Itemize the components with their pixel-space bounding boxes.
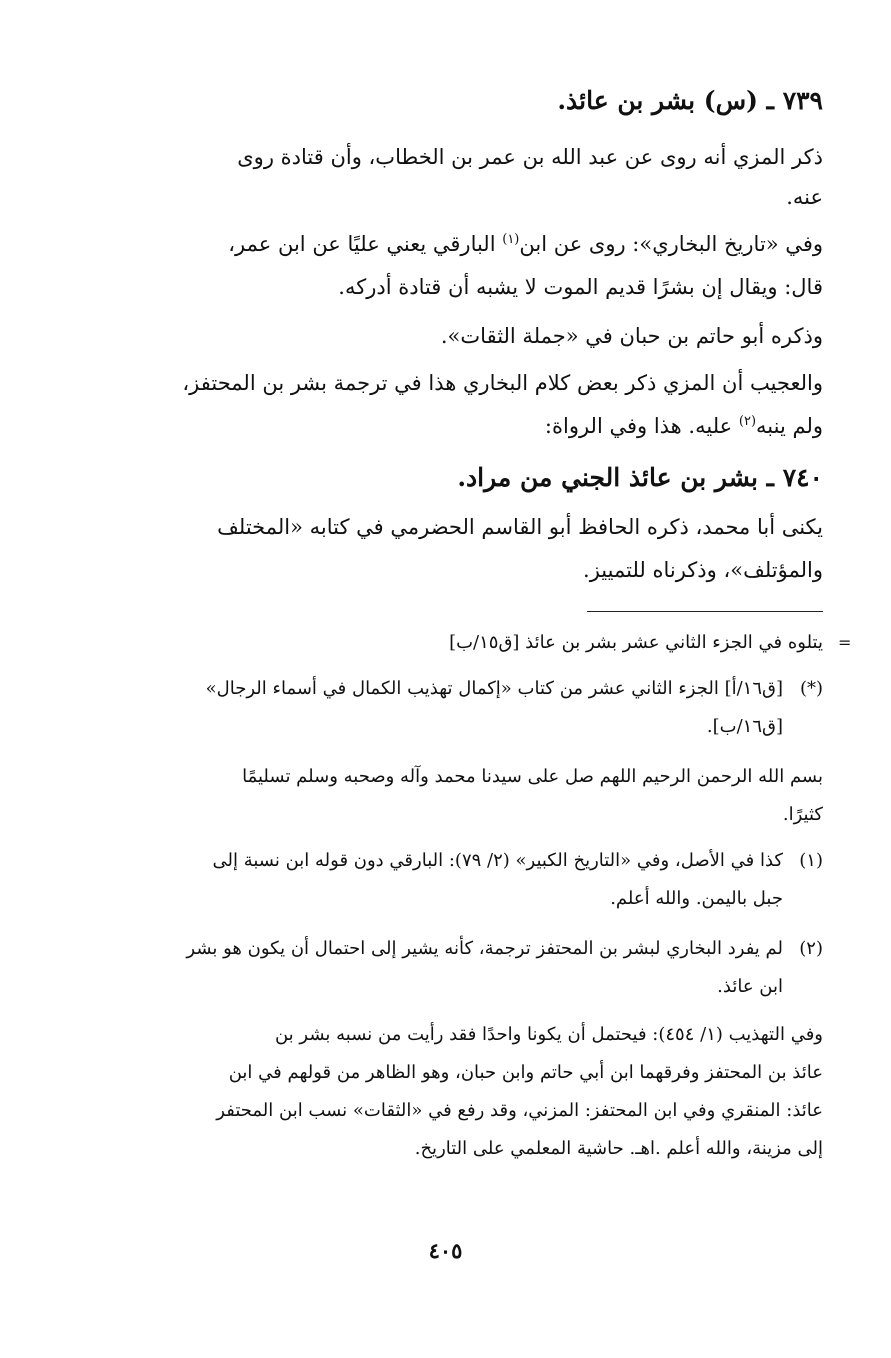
text-line: جبل باليمن. والله أعلم. xyxy=(610,888,783,909)
footnote-ref-2[interactable]: (٢) xyxy=(738,414,757,429)
text-line: وذكره أبو حاتم بن حبان في «جملة الثقات». xyxy=(440,324,823,348)
footnote-marker-1: (١) xyxy=(799,850,823,871)
text-segment: ولم ينبه xyxy=(756,414,823,438)
footnote-separator xyxy=(587,611,823,612)
text-line: كذا في الأصل، وفي «التاريخ الكبير» (٢/ ٧٩): البارقي دون قوله ابن نسبة إلى xyxy=(212,850,783,871)
footnote-2-continued xyxy=(123,1016,823,1168)
footnote-1 xyxy=(131,842,783,918)
text-line: إلى مزينة، والله أعلم .اهـ. حاشية المعلمي على التاريخ. xyxy=(414,1138,823,1159)
paragraph-739-4 xyxy=(127,362,823,448)
paragraph-739-1 xyxy=(127,136,823,215)
text-line: [ق١٦/ب]. xyxy=(706,716,783,737)
footnote-star xyxy=(131,670,783,746)
text-line: يكنى أبا محمد، ذكره الحافظ أبو القاسم الحضرمي في كتابه «المختلف xyxy=(217,515,823,539)
basmala-note xyxy=(123,758,823,834)
text-line: والعجيب أن المزي ذكر بعض كلام البخاري هذا في ترجمة بشر بن المحتفز، xyxy=(182,371,823,395)
text-line: كثيرًا. xyxy=(782,804,823,825)
footnote-marker-star: (*) xyxy=(799,678,823,699)
entry-heading-740: ٧٤٠ ـ بشر بن عائذ الجني من مراد. xyxy=(457,463,823,492)
continuation-note xyxy=(123,624,823,662)
text-line: عائذ: المنقري وفي ابن المحتفز: المزني، وقد رفع في «الثقات» نسب ابن المحتفر xyxy=(216,1100,823,1121)
continuation-mark: = xyxy=(838,633,852,652)
paragraph-740-1 xyxy=(127,506,823,592)
footnote-marker-2: (٢) xyxy=(799,938,823,959)
paragraph-739-3 xyxy=(127,315,823,358)
text-line xyxy=(127,405,823,448)
text-segment: عليه. هذا وفي الرواة: xyxy=(544,414,733,438)
text-line: يتلوه في الجزء الثاني عشر بشر بن عائذ [ق١٥/ب] xyxy=(449,632,823,653)
entry-heading-739: ٧٣٩ ـ (س) بشر بن عائذ. xyxy=(557,86,823,115)
text-line: بسم الله الرحمن الرحيم اللهم صل على سيدنا محمد وآله وصحبه وسلم تسليمًا xyxy=(242,766,823,787)
text-line: والمؤتلف»، وذكرناه للتمييز. xyxy=(583,558,823,582)
footnote-ref-1[interactable]: (١) xyxy=(502,232,520,247)
paragraph-739-2 xyxy=(127,223,823,309)
text-line: عنه. xyxy=(786,185,823,209)
text-line: قال: ويقال إن بشرًا قديم الموت لا يشبه أن قتادة أدركه. xyxy=(338,275,823,299)
text-line: [ق١٦/أ] الجزء الثاني عشر من كتاب «إكمال تهذيب الكمال في أسماء الرجال» xyxy=(205,678,783,699)
text-line: عائذ بن المحتفز وفرقهما ابن أبي حاتم وابن حبان، وهو الظاهر من قولهم في ابن xyxy=(228,1062,823,1083)
text-line xyxy=(127,223,823,266)
footnote-2 xyxy=(131,930,783,1006)
page-number: ٤٠٥ xyxy=(428,1238,463,1263)
text-line: ابن عائذ. xyxy=(717,976,783,997)
text-segment: وفي «تاريخ البخاري»: روى عن ابن xyxy=(519,232,823,256)
text-line: لم يفرد البخاري لبشر بن المحتفز ترجمة، كأنه يشير إلى احتمال أن يكون هو بشر xyxy=(186,938,783,959)
text-line: وفي التهذيب (١/ ٤٥٤): فيحتمل أن يكونا واحدًا فقد رأيت من نسبه بشر بن xyxy=(274,1024,823,1045)
text-line: ذكر المزي أنه روى عن عبد الله بن عمر بن الخطاب، وأن قتادة روى xyxy=(237,145,823,169)
text-segment: البارقي يعني عليًا عن ابن عمر، xyxy=(228,232,496,256)
